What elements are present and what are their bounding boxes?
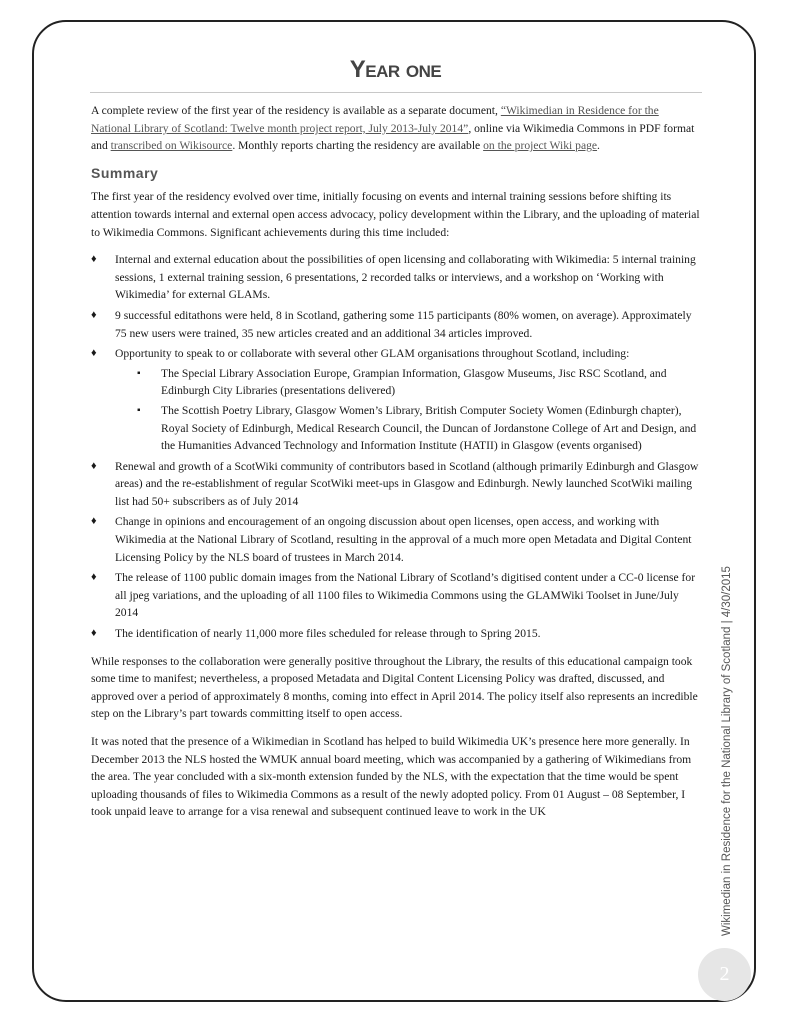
intro-text-3: . Monthly reports charting the residency are available [232,139,484,153]
achievements-list [91,251,701,642]
list-item: ♦ Renewal and growth of a ScotWiki community of contributors based in Scotland (although primarily Edinburgh and Glasgow areas) and the re-establishment of regular ScotWiki meet-ups in Glasgow and Edinburgh. Newly launched ScotWiki mailing list had 50+ subscribers as of July 2014 [91,458,701,511]
title-divider [90,92,702,93]
intro-text-4: . [597,139,600,153]
list-item: ♦ The identification of nearly 11,000 more files scheduled for release through to Spring 2015. [91,625,701,643]
list-item: ♦ Internal and external education about the possibilities of open licensing and collaborating with Wikimedia: 5 internal training sessions, 1 external training session, 6 presentations, 2 recorded talks or interviews, and a workshop on ‘Working with Wikimedia’ for external GLAMs. [91,251,701,304]
policy-paragraph: While responses to the collaboration were generally positive throughout the Library, the results of this educational campaign took some time to manifest; nevertheless, a proposed Metadata and Digital Content Licensing Policy was drafted, discussed, and approved over a period of approximately 8 months, coming into effect in April 2014. The policy itself also represents an incredible step on the Library’s part towards committing itself to open access. [91,654,698,721]
page-number: 2 [698,948,751,1001]
document-body [91,102,701,831]
report-link[interactable]: “Wikimedian in Residence for the National Library of Scotland: Twelve month project report, July 2013-July 2014” [91,104,659,135]
intro-text-1: A complete review of the first year of the residency is available as a separate document, [91,104,501,117]
list-item: ♦ The release of 1100 public domain images from the National Library of Scotland’s digitised content under a CC-0 license for all jpeg variations, and the uploading of all 1100 files to Wikimedia Commons using the GLAMWiki Toolset in June/July 2014 [91,569,701,622]
sub-list [115,365,701,455]
summary-paragraph: The first year of the residency evolved over time, initially focusing on events and internal training sessions before shifting its attention towards internal and external open access advocacy, policy development within the Library, and the uploading of material to Wikimedia Commons. Significant achievements during this time included: [91,190,700,239]
list-item-text: Opportunity to speak to or collaborate with several other GLAM organisations throughout Scotland, including: [115,347,630,361]
list-item: ♦ 9 successful editathons were held, 8 in Scotland, gathering some 115 participants (80% women, on average). Approximately 75 new users were trained, 35 new articles created and an additional 34 articles improved. [91,307,701,342]
page-title: Year one [349,56,442,83]
wikisource-link[interactable]: transcribed on Wikisource [110,139,233,153]
sidebar-running-footer: Wikimedian in Residence for the National Library of Scotland | 4/30/2015 [721,566,733,936]
sub-list-item: ▪ The Special Library Association Europe, Grampian Information, Glasgow Museums, Jisc RSC Scotland, and Edinburgh City Libraries (presentations delivered) [161,365,701,400]
sub-list-item: ▪ The Scottish Poetry Library, Glasgow Women’s Library, British Computer Society Women (Edinburgh chapter), Royal Society of Edinburgh, Medical Research Council, the Duncan of Jordanstone College of Art and Design, and the Humanities Advanced Technology and Information Institute (HATII) in Glasgow (events organised) [161,402,701,455]
list-item: ♦ Change in opinions and encouragement of an ongoing discussion about open licenses, open access, and working with Wikimedia at the National Library of Scotland, resulting in the approval of a much more open Metadata and Digital Content Licensing Policy by the NLS board of trustees in March 2014. [91,513,701,566]
summary-heading: Summary [91,164,159,181]
project-wiki-link[interactable]: on the project Wiki page [483,139,598,153]
intro-text-2: , online via Wikimedia Commons in PDF format and [91,121,695,153]
list-item [91,345,701,455]
intro-paragraph [91,102,701,155]
wmuk-paragraph: It was noted that the presence of a Wikimedian in Scotland has helped to build Wikimedia UK’s presence here more generally. In December 2013 the NLS hosted the WMUK annual board meeting, which was accompanied by a gathering of Wikimedians from the area. The year concluded with a six-month extension funded by the NLS, with the expectation that the time would be spent uploading thousands of files to Wikimedia Commons as a result of the newly adopted policy. From 01 August – 08 September, I took unpaid leave to arrange for a visa renewal and subsequent continued leave to work in the UK [91,735,692,819]
